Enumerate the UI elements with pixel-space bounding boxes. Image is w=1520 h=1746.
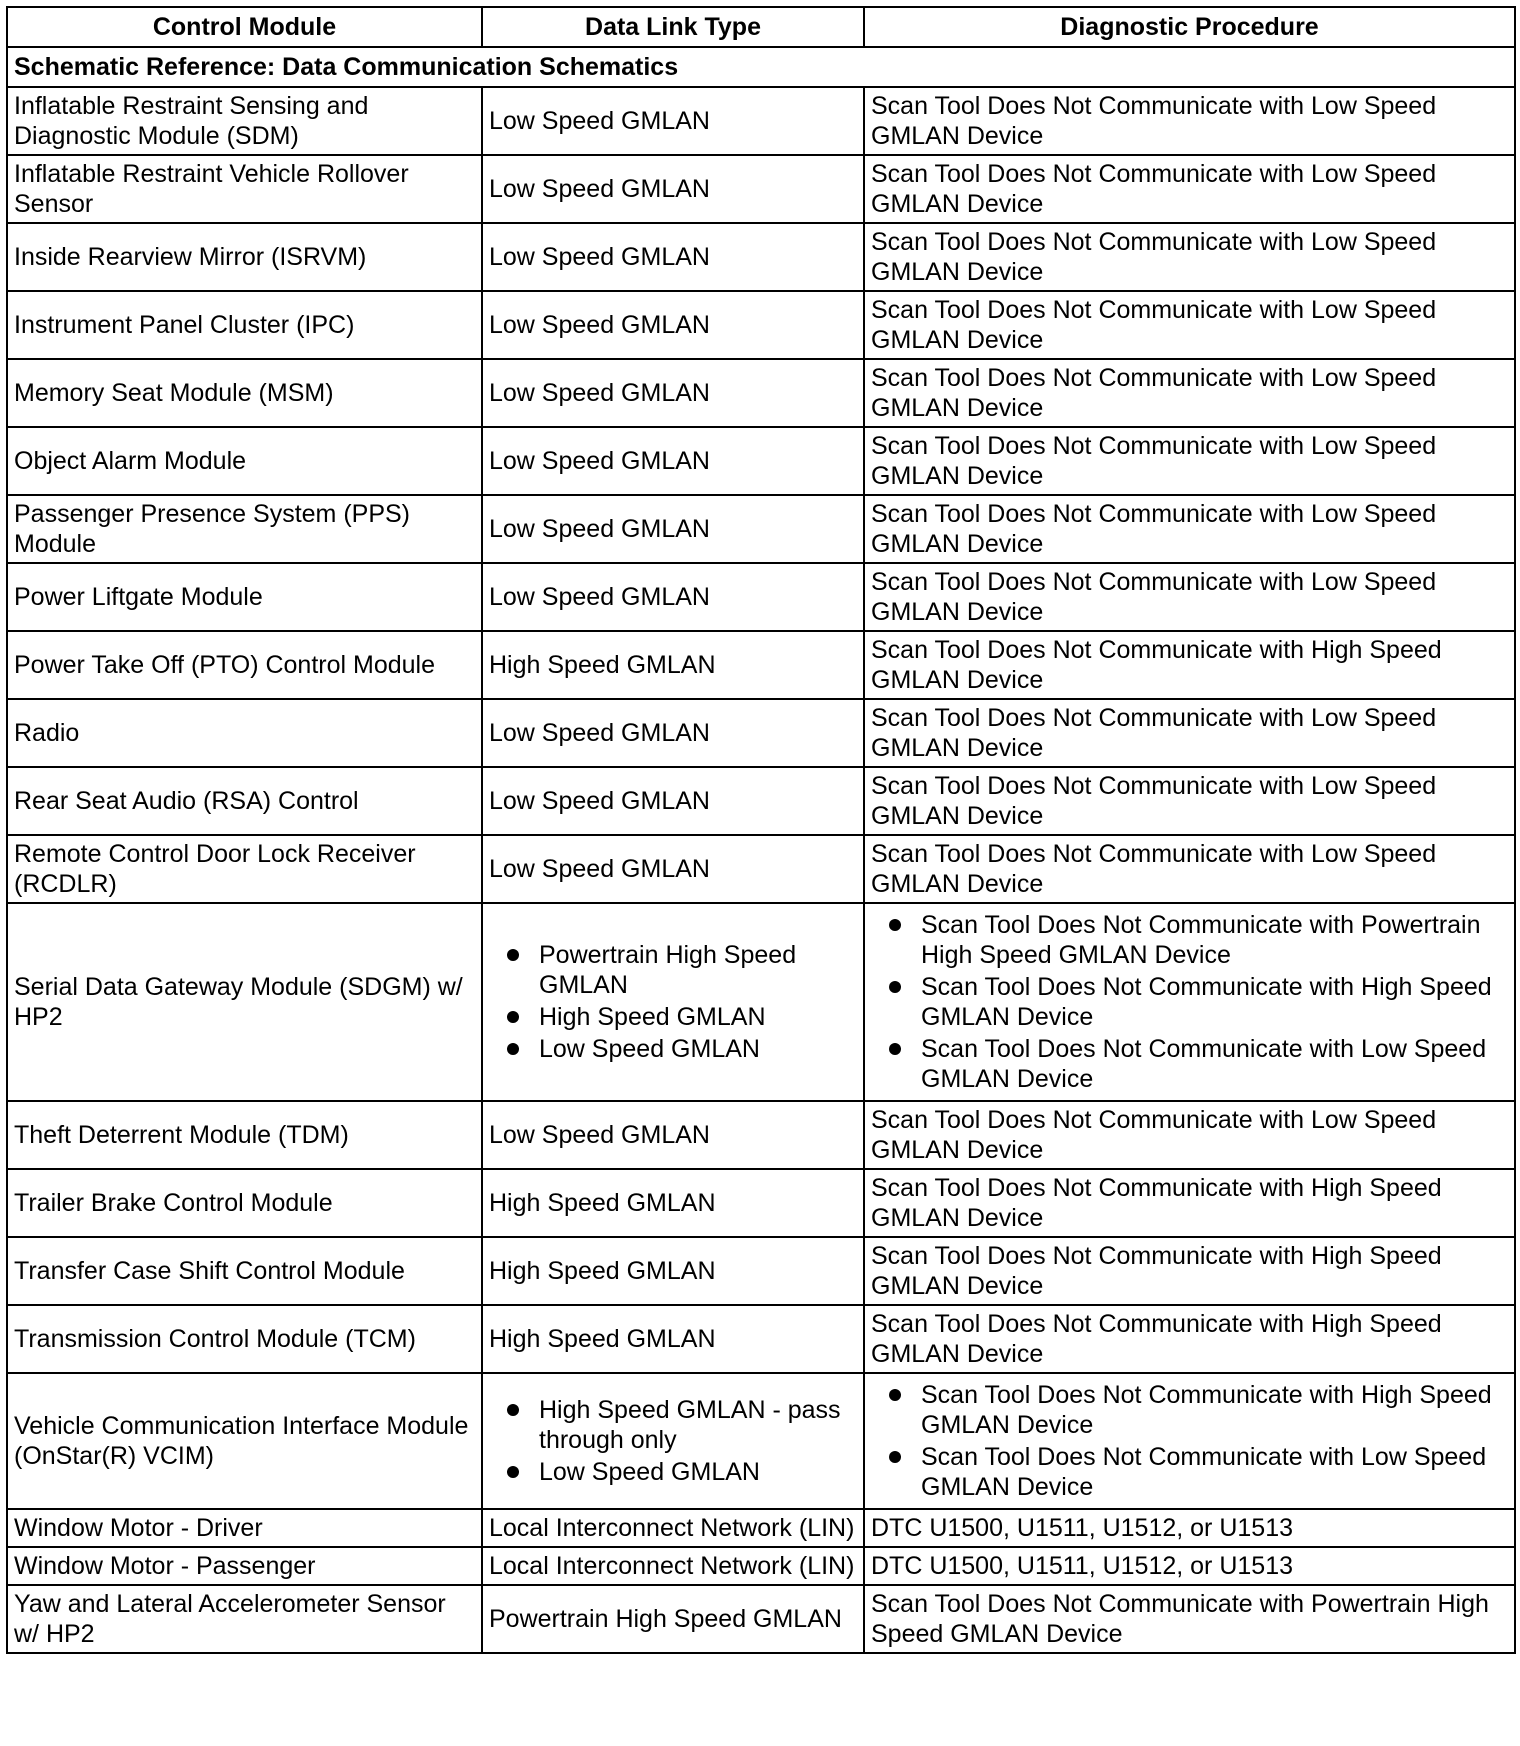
bullet-icon	[507, 1404, 519, 1416]
data-link-type-cell: High Speed GMLAN	[482, 1237, 864, 1305]
control-module-cell: Yaw and Lateral Accelerometer Sensor w/ HP2	[7, 1585, 482, 1653]
table-row	[7, 563, 1515, 631]
table-row	[7, 699, 1515, 767]
diagnostic-procedure-cell: Scan Tool Does Not Communicate with Low Speed GMLAN Device	[864, 835, 1515, 903]
table-row	[7, 1585, 1515, 1653]
diagnostic-procedure-cell: DTC U1500, U1511, U1512, or U1513	[864, 1509, 1515, 1547]
data-link-type-cell: Low Speed GMLAN	[482, 291, 864, 359]
diagnostic-procedure-cell: Scan Tool Does Not Communicate with Powertrain High Speed GMLAN Device	[864, 1585, 1515, 1653]
control-module-cell: Remote Control Door Lock Receiver (RCDLR)	[7, 835, 482, 903]
diagnostic-procedure-cell: Scan Tool Does Not Communicate with Low Speed GMLAN Device	[864, 699, 1515, 767]
table-row	[7, 1237, 1515, 1305]
data-link-type-cell: Low Speed GMLAN	[482, 155, 864, 223]
control-module-cell: Passenger Presence System (PPS) Module	[7, 495, 482, 563]
diagnostic-procedure-list-item	[871, 1034, 1508, 1094]
bullet-icon	[507, 1466, 519, 1478]
data-link-list-text: High Speed GMLAN	[539, 1003, 766, 1031]
control-module-cell: Inside Rearview Mirror (ISRVM)	[7, 223, 482, 291]
bullet-icon	[889, 981, 901, 993]
control-module-cell: Serial Data Gateway Module (SDGM) w/ HP2	[7, 903, 482, 1101]
control-module-cell: Window Motor - Passenger	[7, 1547, 482, 1585]
section-row	[7, 47, 1515, 87]
control-module-cell: Object Alarm Module	[7, 427, 482, 495]
diagnostic-procedure-cell: Scan Tool Does Not Communicate with Low Speed GMLAN Device	[864, 223, 1515, 291]
data-link-list-text: Low Speed GMLAN	[539, 1458, 760, 1486]
diagnostic-procedure-cell: Scan Tool Does Not Communicate with High Speed GMLAN Device	[864, 1169, 1515, 1237]
diagnostic-procedure-list-text: Scan Tool Does Not Communicate with Low Speed GMLAN Device	[921, 1035, 1487, 1093]
header-data-link-type: Data Link Type	[482, 7, 864, 47]
bullet-icon	[889, 919, 901, 931]
control-module-cell: Radio	[7, 699, 482, 767]
data-link-type-cell: Low Speed GMLAN	[482, 1101, 864, 1169]
table-row	[7, 291, 1515, 359]
data-link-type-cell: Local Interconnect Network (LIN)	[482, 1547, 864, 1585]
header-row	[7, 7, 1515, 47]
control-module-cell: Inflatable Restraint Vehicle Rollover Sensor	[7, 155, 482, 223]
table-row	[7, 1169, 1515, 1237]
control-module-cell: Memory Seat Module (MSM)	[7, 359, 482, 427]
diagnostic-procedure-cell: DTC U1500, U1511, U1512, or U1513	[864, 1547, 1515, 1585]
header-diagnostic-procedure: Diagnostic Procedure	[864, 7, 1515, 47]
table-row	[7, 1101, 1515, 1169]
data-link-type-cell: Low Speed GMLAN	[482, 767, 864, 835]
diagnostic-procedure-cell: Scan Tool Does Not Communicate with Low Speed GMLAN Device	[864, 767, 1515, 835]
data-link-type-cell: Powertrain High Speed GMLAN	[482, 1585, 864, 1653]
table-row	[7, 1305, 1515, 1373]
data-link-type-cell: Low Speed GMLAN	[482, 563, 864, 631]
data-link-list-item	[489, 1002, 857, 1032]
diagnostic-procedure-list-item	[871, 972, 1508, 1032]
diagnostic-procedure-list-text: Scan Tool Does Not Communicate with High Speed GMLAN Device	[921, 973, 1492, 1031]
data-link-type-cell: Low Speed GMLAN	[482, 359, 864, 427]
data-link-list-item	[489, 940, 857, 1000]
diagnostic-procedure-cell: Scan Tool Does Not Communicate with High Speed GMLAN Device	[864, 1237, 1515, 1305]
diagnostic-procedure-cell	[864, 1373, 1515, 1509]
diagnostic-procedure-list-text: Scan Tool Does Not Communicate with High Speed GMLAN Device	[921, 1381, 1492, 1439]
control-module-cell: Transfer Case Shift Control Module	[7, 1237, 482, 1305]
diagnostic-procedure-list-text: Scan Tool Does Not Communicate with Powertrain High Speed GMLAN Device	[921, 911, 1481, 969]
bullet-icon	[889, 1451, 901, 1463]
diagnostic-procedure-list-item	[871, 910, 1508, 970]
diagnostic-procedure-list-item	[871, 1442, 1508, 1502]
diagnostic-procedure-cell: Scan Tool Does Not Communicate with Low Speed GMLAN Device	[864, 563, 1515, 631]
diagnostic-procedure-cell: Scan Tool Does Not Communicate with Low Speed GMLAN Device	[864, 1101, 1515, 1169]
diagnostic-procedure-list-item	[871, 1380, 1508, 1440]
data-link-type-cell: High Speed GMLAN	[482, 1169, 864, 1237]
diagnostic-procedure-cell: Scan Tool Does Not Communicate with Low Speed GMLAN Device	[864, 427, 1515, 495]
data-link-list	[489, 1395, 857, 1487]
diagnostic-procedure-list	[871, 910, 1508, 1094]
diagnostic-procedure-cell: Scan Tool Does Not Communicate with Low Speed GMLAN Device	[864, 155, 1515, 223]
data-link-type-cell: Local Interconnect Network (LIN)	[482, 1509, 864, 1547]
data-link-type-cell: Low Speed GMLAN	[482, 835, 864, 903]
data-link-list-text: Powertrain High Speed GMLAN	[539, 941, 797, 999]
table-row	[7, 1373, 1515, 1509]
table-row	[7, 359, 1515, 427]
data-link-type-cell: High Speed GMLAN	[482, 1305, 864, 1373]
table-row	[7, 87, 1515, 155]
control-module-cell: Vehicle Communication Interface Module (OnStar(R) VCIM)	[7, 1373, 482, 1509]
table-row	[7, 1509, 1515, 1547]
bullet-icon	[507, 1011, 519, 1023]
data-link-type-cell	[482, 903, 864, 1101]
diagnostic-procedure-cell	[864, 903, 1515, 1101]
diagnostic-procedure-cell: Scan Tool Does Not Communicate with Low Speed GMLAN Device	[864, 87, 1515, 155]
data-link-list-item	[489, 1457, 857, 1487]
control-module-cell: Transmission Control Module (TCM)	[7, 1305, 482, 1373]
document-page	[6, 6, 1514, 1740]
table-row	[7, 1547, 1515, 1585]
header-control-module: Control Module	[7, 7, 482, 47]
table-row	[7, 223, 1515, 291]
data-link-list	[489, 940, 857, 1064]
data-link-type-cell: High Speed GMLAN	[482, 631, 864, 699]
data-link-list-item	[489, 1395, 857, 1455]
bullet-icon	[507, 1043, 519, 1055]
bullet-icon	[889, 1389, 901, 1401]
table-row	[7, 835, 1515, 903]
data-link-list-text: Low Speed GMLAN	[539, 1035, 760, 1063]
diagnostic-procedure-list	[871, 1380, 1508, 1502]
diagnostic-procedure-list-text: Scan Tool Does Not Communicate with Low Speed GMLAN Device	[921, 1443, 1487, 1501]
data-link-type-cell: Low Speed GMLAN	[482, 699, 864, 767]
section-label: Schematic Reference: Data Communication Schematics	[7, 47, 1515, 87]
diagnostic-procedure-cell: Scan Tool Does Not Communicate with Low Speed GMLAN Device	[864, 495, 1515, 563]
control-module-cell: Rear Seat Audio (RSA) Control	[7, 767, 482, 835]
data-link-list-text: High Speed GMLAN - pass through only	[539, 1396, 841, 1454]
data-link-type-cell: Low Speed GMLAN	[482, 223, 864, 291]
control-module-cell: Instrument Panel Cluster (IPC)	[7, 291, 482, 359]
control-module-cell: Inflatable Restraint Sensing and Diagnostic Module (SDM)	[7, 87, 482, 155]
table-row	[7, 767, 1515, 835]
table-row	[7, 903, 1515, 1101]
diagnostic-procedure-cell: Scan Tool Does Not Communicate with High Speed GMLAN Device	[864, 631, 1515, 699]
table-row	[7, 155, 1515, 223]
table-row	[7, 427, 1515, 495]
control-module-cell: Window Motor - Driver	[7, 1509, 482, 1547]
control-module-cell: Theft Deterrent Module (TDM)	[7, 1101, 482, 1169]
data-link-type-cell: Low Speed GMLAN	[482, 495, 864, 563]
data-link-type-cell: Low Speed GMLAN	[482, 87, 864, 155]
data-link-type-cell	[482, 1373, 864, 1509]
control-module-cell: Trailer Brake Control Module	[7, 1169, 482, 1237]
control-module-cell: Power Liftgate Module	[7, 563, 482, 631]
control-module-cell: Power Take Off (PTO) Control Module	[7, 631, 482, 699]
diagnostic-procedure-cell: Scan Tool Does Not Communicate with High Speed GMLAN Device	[864, 1305, 1515, 1373]
diagnostic-procedure-cell: Scan Tool Does Not Communicate with Low Speed GMLAN Device	[864, 291, 1515, 359]
table-row	[7, 495, 1515, 563]
diagnostic-procedure-cell: Scan Tool Does Not Communicate with Low Speed GMLAN Device	[864, 359, 1515, 427]
table-row	[7, 631, 1515, 699]
data-link-type-cell: Low Speed GMLAN	[482, 427, 864, 495]
control-module-table	[6, 6, 1516, 1654]
bullet-icon	[507, 949, 519, 961]
data-link-list-item	[489, 1034, 857, 1064]
bullet-icon	[889, 1043, 901, 1055]
